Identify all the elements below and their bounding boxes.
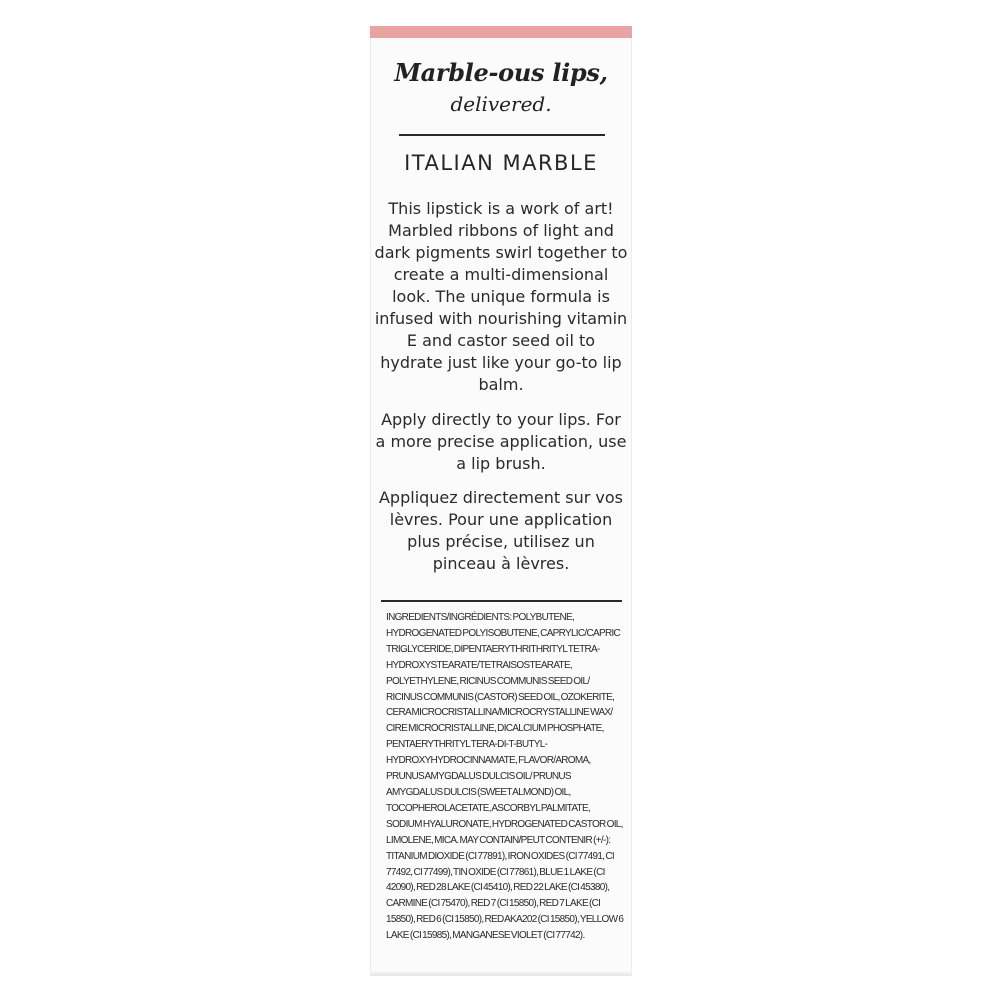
divider-ingredients bbox=[381, 600, 622, 602]
directions-french: Appliquez directement sur vos lèvres. Pour une application plus précise, utilisez un pinceau à lèvres. bbox=[378, 488, 624, 573]
ingredients-list: INGREDIENTS/INGRÉDIENTS: POLYBUTENE, HYDROGENATED POLYISOBUTENE, CAPRYLIC/CAPRIC TRIGLYCERIDE, DIPENTAERYTHRITHRITYL TETRA-HYDROXYSTEARATE/TETRAISOSTEARATE, POLYETHYLENE, RICINUS COMMUNIS SEED OIL/ RICINUS COMMUNIS (CASTOR) SEED OIL, OZOKERITE, CERA MICROCRISTALLINA/MICROCRYSTALLINE WAX/ CIRE MICROCRISTALLINE, DICALCIUM PHOSPHATE, PENTAERYTHRITYL TERA-DI-T-BUTYL-HYDROXYHYDROCINNAMATE, FLAVOR/AROMA, PRUNUS AMYGDALUS DULCIS OIL/ PRUNUS AMYGDALUS DULCIS (SWEET ALMOND) OIL, TOCOPHEROL ACETATE, ASCORBYL PALMITATE, SODIUM HYALURONATE, HYDROGENATED CASTOR OIL, LIMOLENE, MICA. MAY CONTAIN/PEUT CONTENIR (+/-): TITANIUM DIOXIDE (CI 77891), IRON OXIDES (CI 77491, CI 77492, CI 77499), TIN OXIDE (CI 77861), BLUE 1 LAKE (CI 42090), RED 28 LAKE (CI 45410), RED 22 LAKE (CI 45380), CARMINE (CI 75470), RED 7 (CI 15850), RED 7 LAKE (CI 15850), RED 6 (CI 15850), RED AKA202 (CI 15850), YELLOW 6 LAKE (CI 15985), MANGANESE VIOLET (CI 77742). bbox=[386, 612, 624, 942]
divider-top bbox=[399, 134, 605, 136]
directions-english: Apply directly to your lips. For a more precise application, use a lip brush. bbox=[375, 410, 627, 473]
product-description: This lipstick is a work of art! Marbled ribbons of light and dark pigments swirl together to create a multi-dimensional look. The unique formula is infused with nourishing vitamin E and castor seed oil to hydrate just like your go-to lip balm. bbox=[374, 199, 628, 394]
tagline-line-2: delivered. bbox=[450, 92, 552, 116]
shade-name: ITALIAN MARBLE bbox=[404, 151, 598, 175]
box-lid-accent bbox=[370, 26, 632, 38]
box-bottom-edge bbox=[370, 972, 632, 976]
tagline-line-1: Marble-ous lips, bbox=[394, 58, 608, 87]
